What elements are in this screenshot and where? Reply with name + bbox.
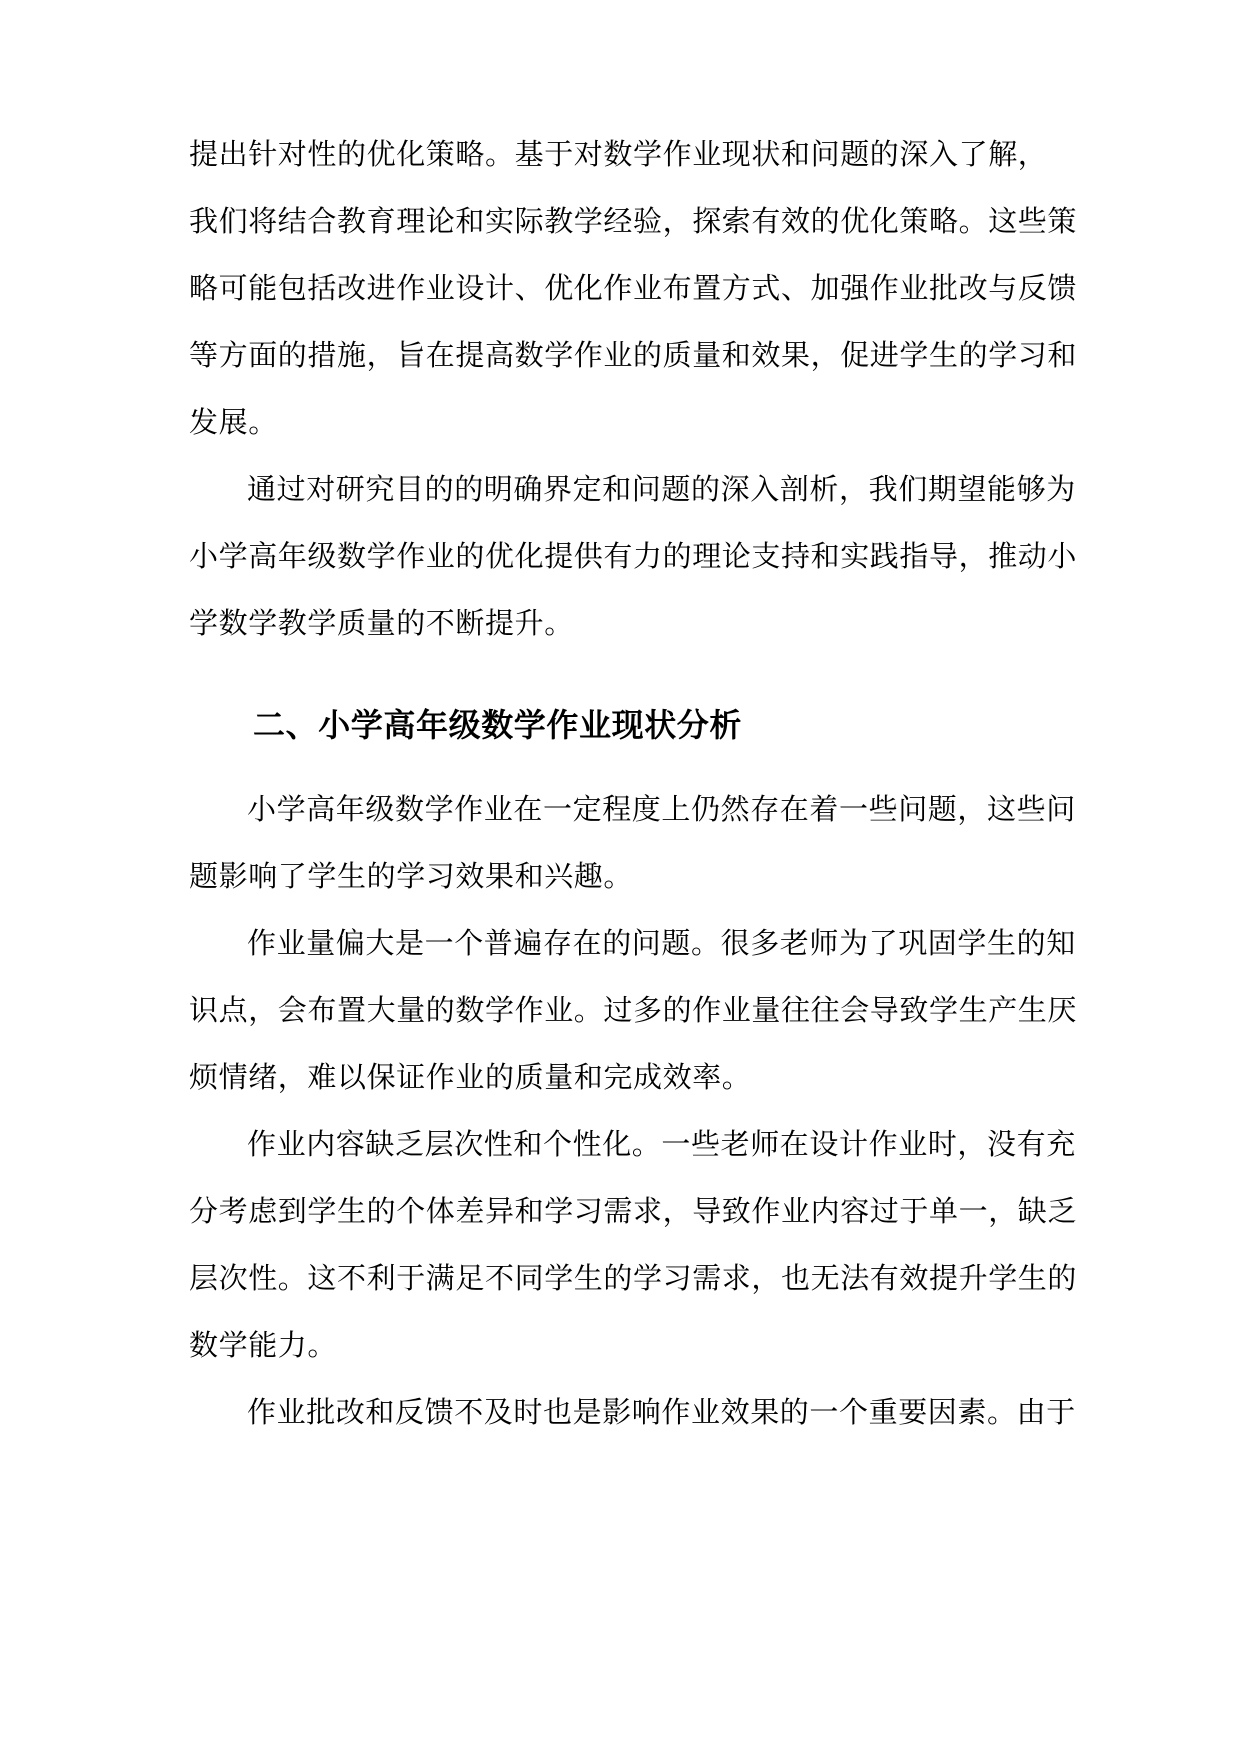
paragraph-line: 略可能包括改进作业设计、优化作业布置方式、加强作业批改与反馈 (189, 271, 1078, 305)
paragraph-line: 题影响了学生的学习效果和兴趣。 (189, 859, 634, 893)
paragraph-line: 烦情绪，难以保证作业的质量和完成效率。 (189, 1060, 752, 1094)
paragraph-line: 小学高年级数学作业在一定程度上仍然存在着一些问题，这些问 (247, 792, 1076, 826)
paragraph-line: 通过对研究目的的明确界定和问题的深入剖析，我们期望能够为 (247, 472, 1076, 506)
section-heading: 二、小学高年级数学作业现状分析 (253, 706, 743, 744)
paragraph-line: 分考虑到学生的个体差异和学习需求，导致作业内容过于单一，缺乏 (189, 1194, 1078, 1228)
paragraph-line: 作业内容缺乏层次性和个性化。一些老师在设计作业时，没有充 (247, 1127, 1076, 1161)
paragraph-line: 学数学教学质量的不断提升。 (189, 606, 574, 640)
paragraph-line: 我们将结合教育理论和实际教学经验，探索有效的优化策略。这些策 (189, 204, 1078, 238)
paragraph-line: 数学能力。 (189, 1328, 338, 1362)
paragraph-line: 识点，会布置大量的数学作业。过多的作业量往往会导致学生产生厌 (189, 993, 1078, 1027)
paragraph-line: 作业量偏大是一个普遍存在的问题。很多老师为了巩固学生的知 (247, 926, 1076, 960)
paragraph-line: 等方面的措施，旨在提高数学作业的质量和效果，促进学生的学习和 (189, 338, 1078, 372)
paragraph-line: 小学高年级数学作业的优化提供有力的理论支持和实践指导，推动小 (189, 539, 1078, 573)
paragraph-line: 作业批改和反馈不及时也是影响作业效果的一个重要因素。由于 (247, 1395, 1076, 1429)
paragraph-line: 提出针对性的优化策略。基于对数学作业现状和问题的深入了解， (189, 137, 1048, 171)
paragraph-line: 层次性。这不利于满足不同学生的学习需求，也无法有效提升学生的 (189, 1261, 1078, 1295)
paragraph-line: 发展。 (189, 405, 278, 439)
